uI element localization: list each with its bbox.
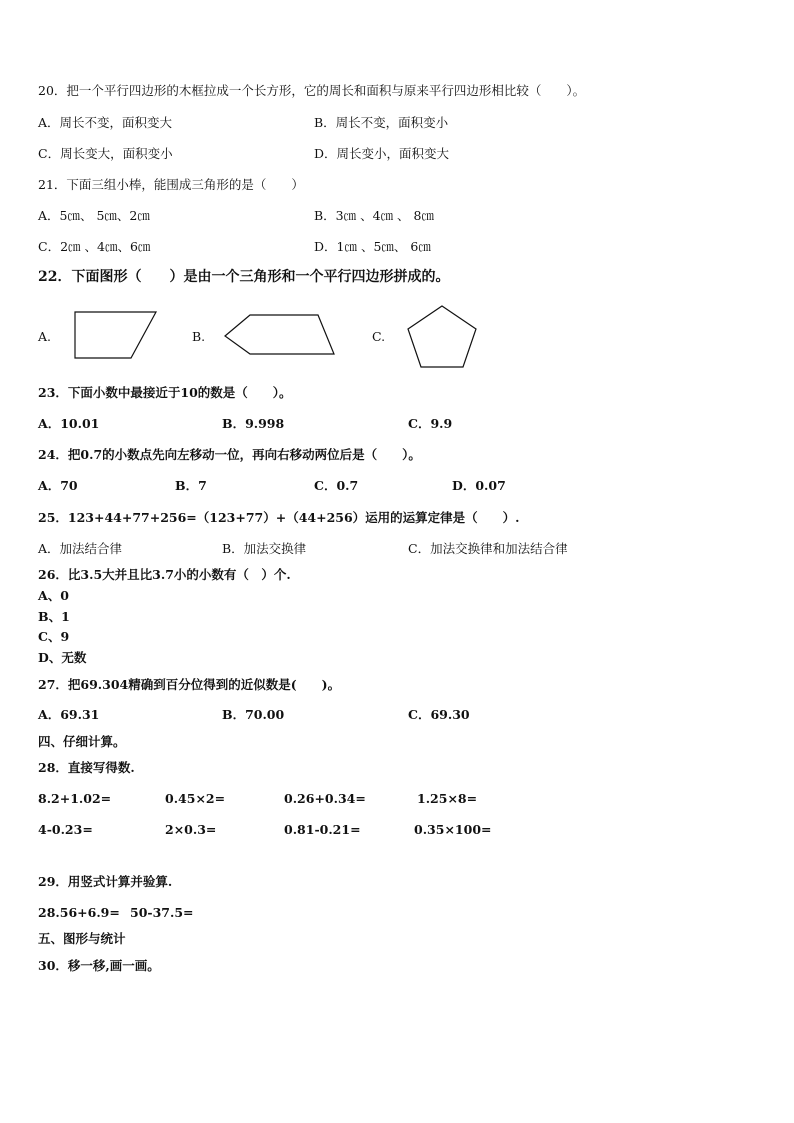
q23-stem: 23．下面小数中最接近于10的数是（ ）。 bbox=[38, 385, 292, 400]
section-four-heading: 四、仔细计算。 bbox=[38, 734, 126, 749]
q25-option-b: B．加法交换律 bbox=[222, 541, 307, 556]
q26-stem: 26．比3.5大并且比3.7小的小数有（ ）个. bbox=[38, 567, 291, 582]
q30-stem: 30．移一移,画一画。 bbox=[38, 958, 160, 973]
q21-stem: 21．下面三组小棒，能围成三角形的是（ ） bbox=[38, 177, 304, 192]
q23-option-a: A．10.01 bbox=[38, 416, 100, 431]
q20-stem: 20．把一个平行四边形的木框拉成一个长方形，它的周长和面积与原来平行四边形相比较（ ）。 bbox=[38, 83, 586, 98]
q27-option-b: B．70.00 bbox=[222, 707, 285, 722]
q27-stem: 27．把69.304精确到百分位得到的近似数是( )。 bbox=[38, 677, 341, 692]
q28-item-7: 0.81-0.21= bbox=[284, 822, 361, 837]
q27-option-a: A．69.31 bbox=[38, 707, 100, 722]
q26-option-d: D、无数 bbox=[38, 650, 87, 665]
q21-option-b: B．3㎝ 、4㎝ 、 8㎝ bbox=[314, 208, 434, 223]
q29-stem: 29．用竖式计算并验算. bbox=[38, 874, 173, 889]
q26-option-b: B、1 bbox=[38, 609, 70, 624]
q25-option-c: C．加法交换律和加法结合律 bbox=[408, 541, 568, 556]
q22-option-c: C. bbox=[372, 329, 386, 344]
q27-option-c: C．69.30 bbox=[408, 707, 470, 722]
q26-option-a: A、0 bbox=[38, 588, 69, 603]
q28-item-4: 1.25×8= bbox=[417, 791, 478, 806]
q22-option-a: A. bbox=[38, 329, 52, 344]
q24-option-d: D．0.07 bbox=[452, 478, 506, 493]
q21-option-c: C．2㎝ 、4㎝、6㎝ bbox=[38, 239, 151, 254]
q29-item-2: 50-37.5= bbox=[130, 905, 194, 920]
section-five-heading: 五、图形与统计 bbox=[38, 931, 126, 946]
q25-option-a: A．加法结合律 bbox=[38, 541, 123, 556]
q24-option-a: A．70 bbox=[38, 478, 78, 493]
q22-figure-a-parallelogram-trapezoid bbox=[74, 311, 158, 359]
q28-item-1: 8.2+1.02= bbox=[38, 791, 112, 806]
q21-option-a: A．5㎝、 5㎝、2㎝ bbox=[38, 208, 150, 223]
q20-option-a: A．周长不变，面积变大 bbox=[38, 115, 173, 130]
q24-stem: 24．把0.7的小数点先向左移动一位，再向右移动两位后是（ ）。 bbox=[38, 447, 421, 462]
q24-option-c: C．0.7 bbox=[314, 478, 359, 493]
q20-option-c: C．周长变大，面积变小 bbox=[38, 146, 173, 161]
q29-item-1: 28.56+6.9= bbox=[38, 905, 120, 920]
q24-option-b: B．7 bbox=[175, 478, 207, 493]
q28-item-2: 0.45×2= bbox=[165, 791, 226, 806]
q22-figure-b-pentagon-arrow bbox=[224, 314, 336, 356]
q28-item-5: 4-0.23= bbox=[38, 822, 93, 837]
q23-option-c: C．9.9 bbox=[408, 416, 453, 431]
q22-stem: 22．下面图形（ ）是由一个三角形和一个平行四边形拼成的。 bbox=[38, 269, 450, 285]
q20-option-d: D．周长变小，面积变大 bbox=[314, 146, 450, 161]
q22-figure-c-regular-pentagon bbox=[406, 305, 478, 369]
q22-option-b: B. bbox=[192, 329, 206, 344]
q28-item-6: 2×0.3= bbox=[165, 822, 217, 837]
q28-item-3: 0.26+0.34= bbox=[284, 791, 366, 806]
q20-option-b: B．周长不变，面积变小 bbox=[314, 115, 449, 130]
q23-option-b: B．9.998 bbox=[222, 416, 285, 431]
q26-option-c: C、9 bbox=[38, 629, 70, 644]
q28-item-8: 0.35×100= bbox=[414, 822, 492, 837]
q28-stem: 28．直接写得数. bbox=[38, 760, 135, 775]
q21-option-d: D．1㎝ 、5㎝、 6㎝ bbox=[314, 239, 431, 254]
q25-stem: 25．123+44+77+256=（123+77）+（44+256）运用的运算定律是（ ）. bbox=[38, 510, 520, 525]
